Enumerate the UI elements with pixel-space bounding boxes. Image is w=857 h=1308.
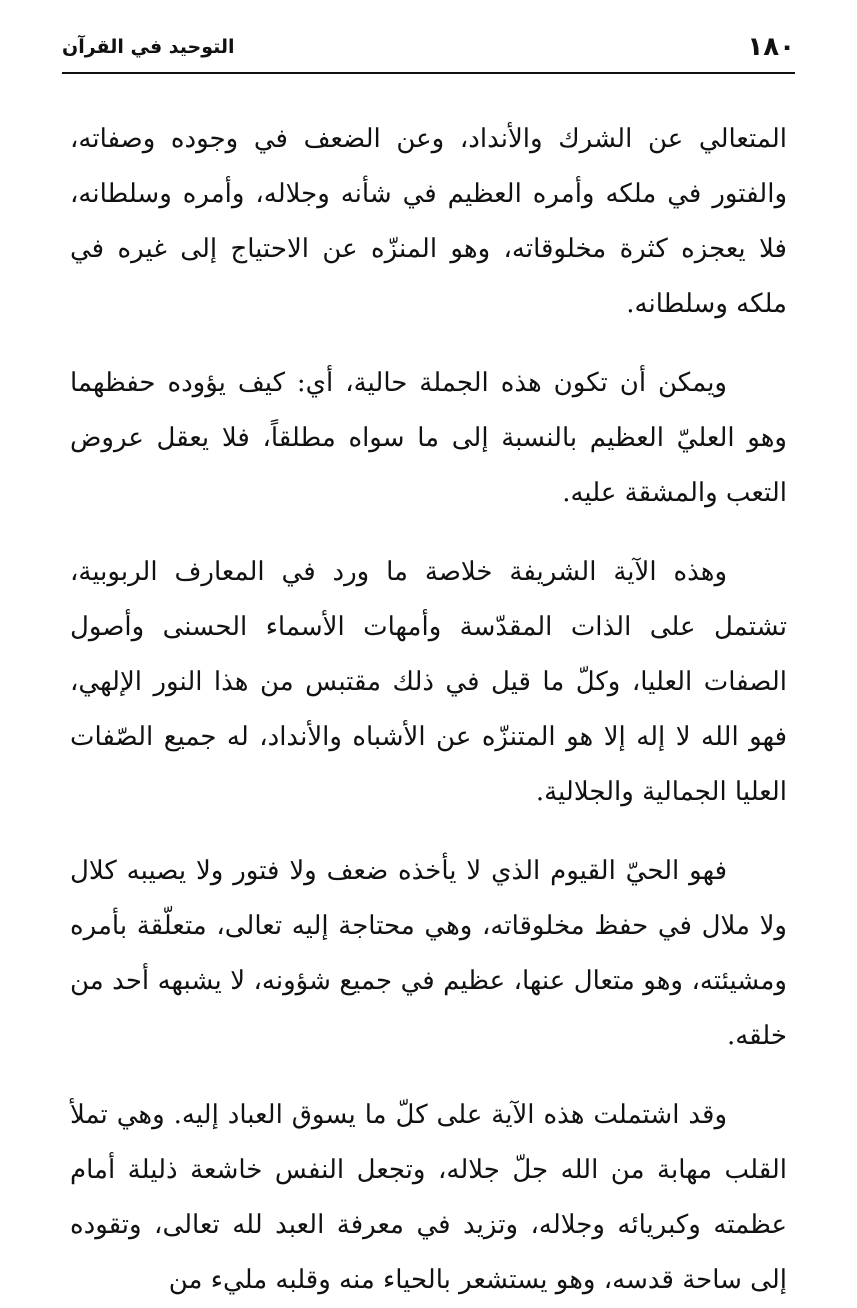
paragraph-continuation: المتعالي عن الشرك والأنداد، وعن الضعف في وجوده وصفاته، والفتور في ملكه وأمره العظيم في شأنه وجلاله، وأمره وسلطانه، فلا يعجزه كثرة مخلوقاته، وهو المنزّه عن الاحتياج إلى غيره في ملكه وسلطانه. — [70, 124, 787, 319]
running-title: التوحيد في القرآن — [62, 36, 235, 58]
paragraph: وقد اشتملت هذه الآية على كلّ ما يسوق العباد إليه. وهي تملأ القلب مهابة من الله جلّ جلاله، وتجعل النفس خاشعة ذليلة أمام عظمته وكبريائه وجلاله، وتزيد في معرفة العبد لله تعالى، وتقوده إلى ساحة قدسه، وهو يستشعر بالحياء منه وقلبه مليء من — [70, 1100, 787, 1295]
paragraph: ويمكن أن تكون هذه الجملة حالية، أي: كيف يؤوده حفظهما وهو العليّ العظيم بالنسبة إلى ما سواه مطلقاً، فلا يعقل عروض التعب والمشقة عليه. — [70, 368, 787, 508]
page-number: ١٨٠ — [747, 32, 795, 62]
page-body — [70, 112, 787, 1308]
paragraph: وهذه الآية الشريفة خلاصة ما ورد في المعارف الربوبية، تشتمل على الذات المقدّسة وأمهات الأسماء الحسنى وأصول الصفات العليا، وكلّ ما قيل في ذلك مقتبس من هذا النور الإلهي، فهو الله لا إله إلا هو المتنزّه عن الأشباه والأنداد، له جميع الصّفات العليا الجمالية والجلالية. — [70, 557, 787, 807]
page-header — [62, 26, 795, 74]
paragraph: فهو الحيّ القيوم الذي لا يأخذه ضعف ولا فتور ولا يصيبه كلال ولا ملال في حفظ مخلوقاته، وهي محتاجة إليه تعالى، متعلّقة بأمره ومشيئته، وهو متعال عنها، عظيم في جميع شؤونه، لا يشبهه أحد من خلقه. — [70, 856, 787, 1051]
